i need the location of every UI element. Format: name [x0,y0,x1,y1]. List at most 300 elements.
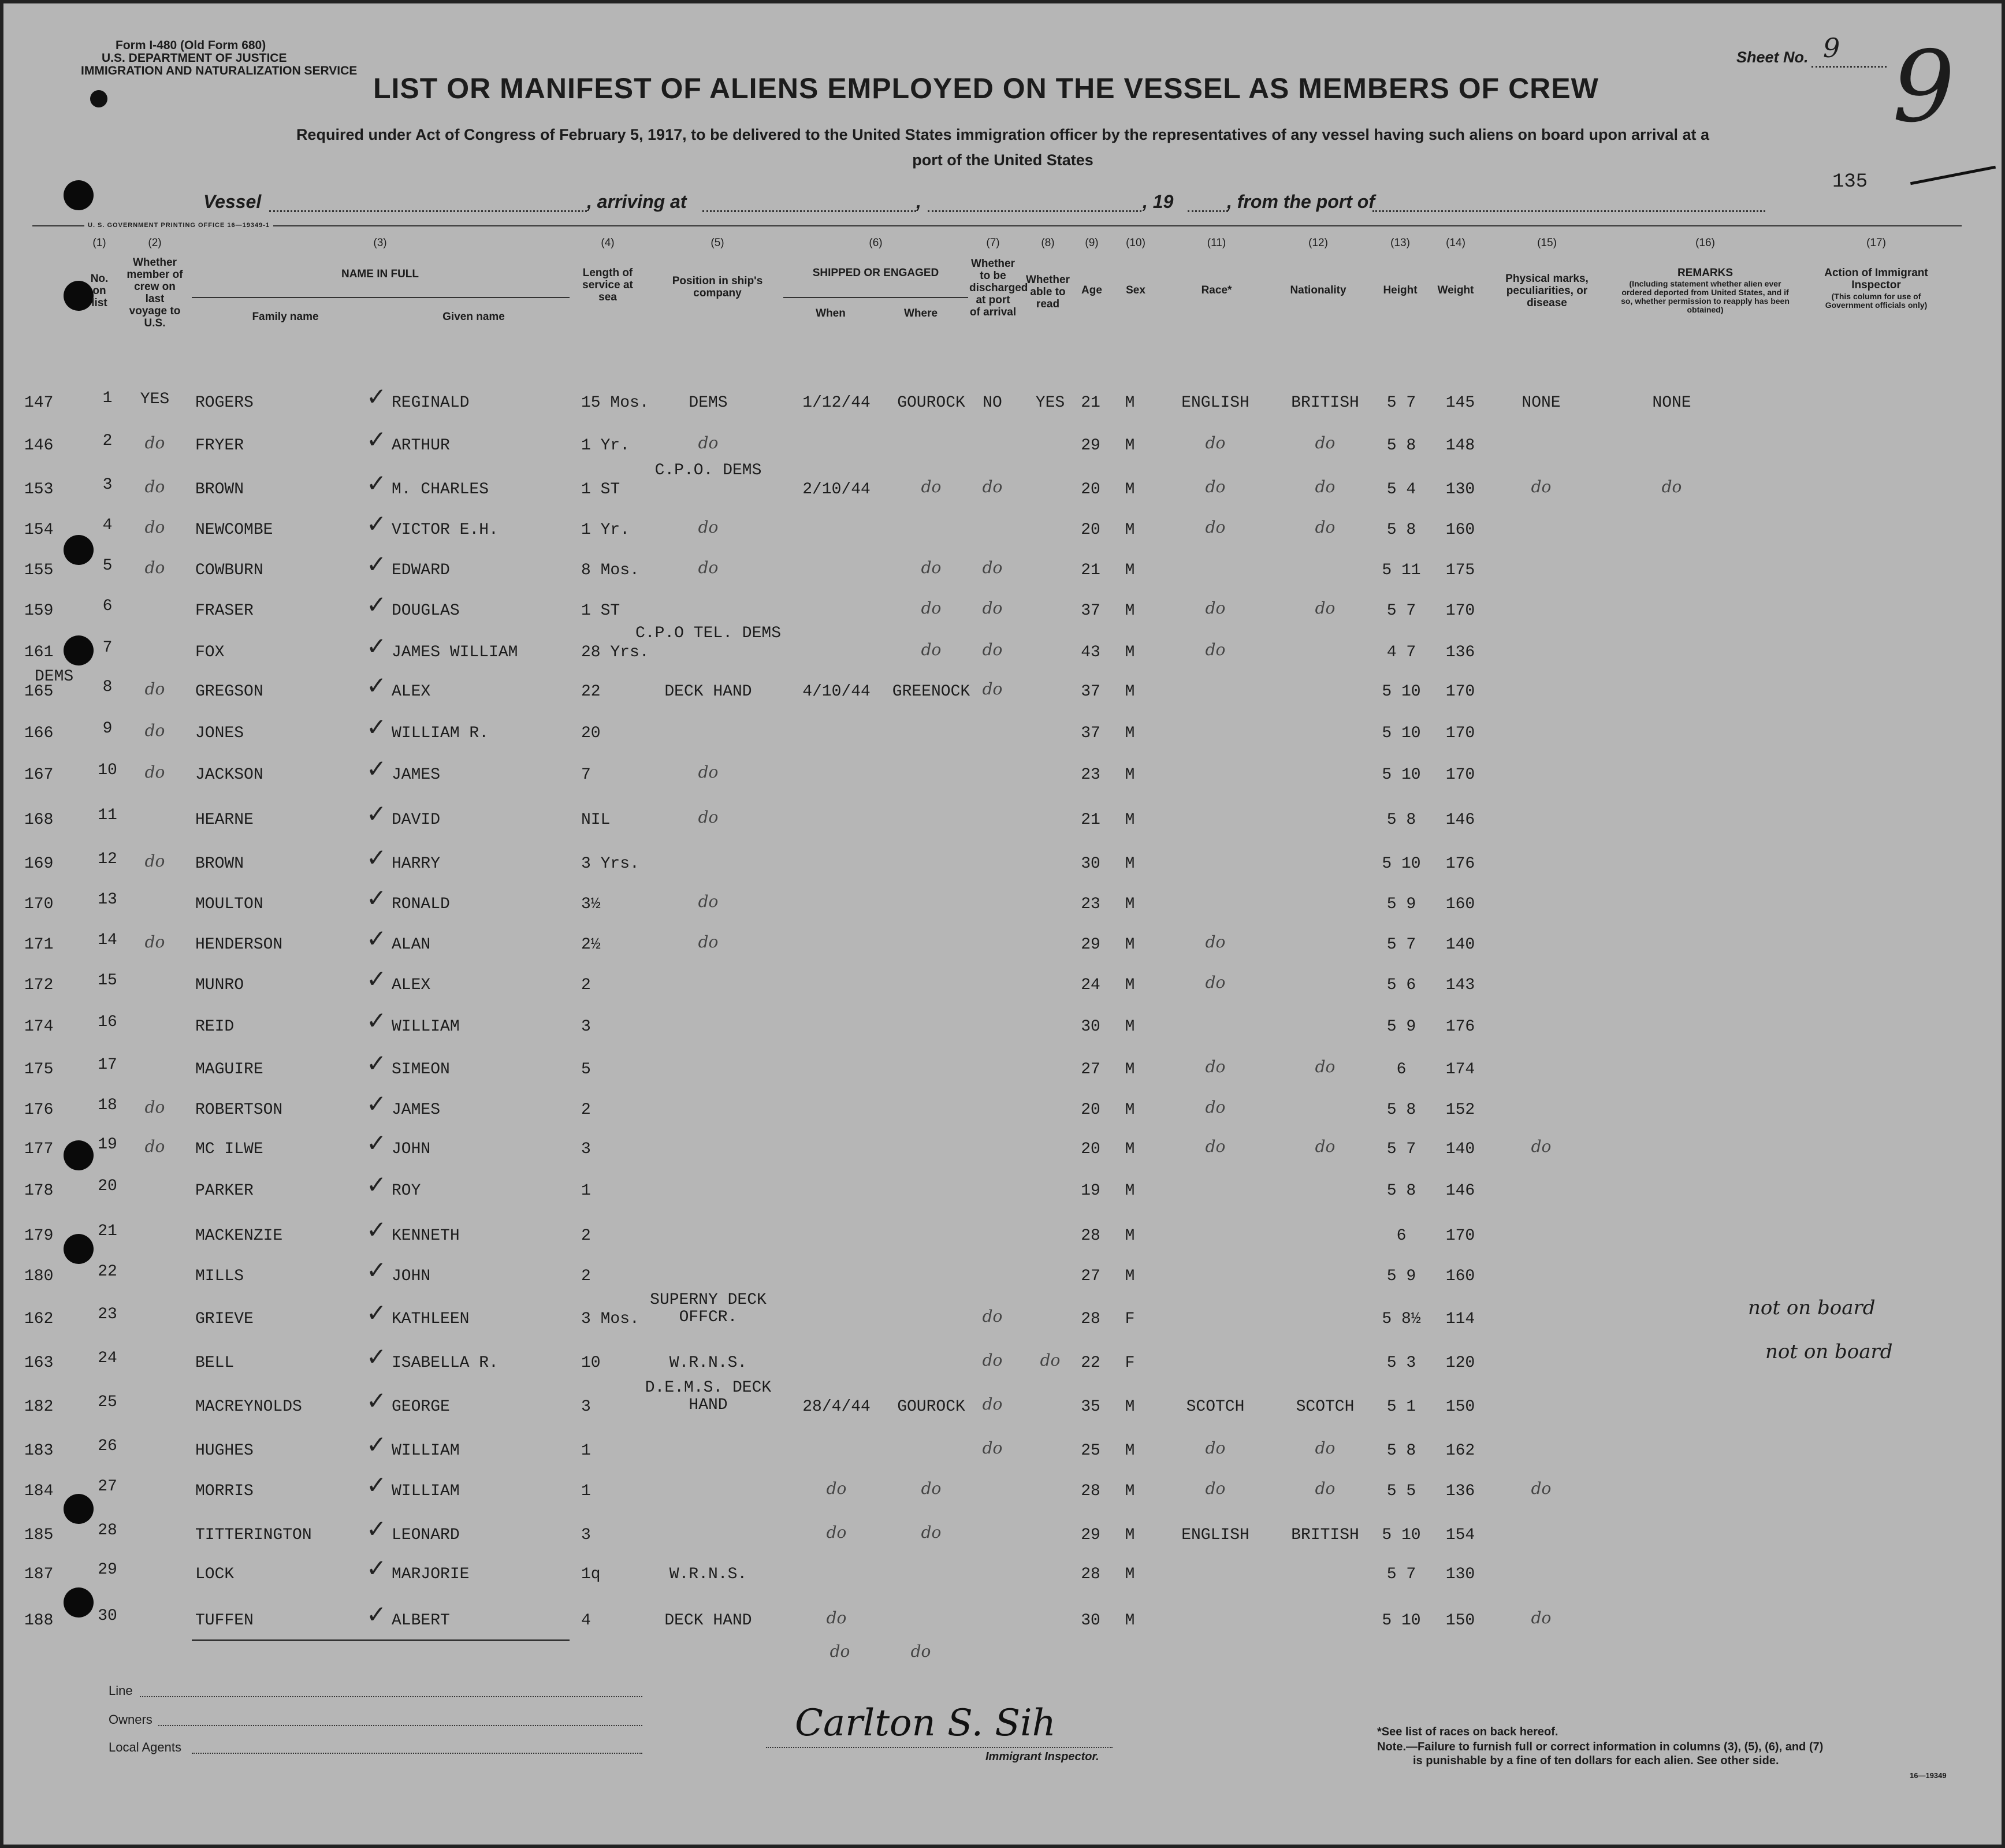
family-name-cell: ROBERTSON [195,1101,283,1119]
col-header-name: NAME IN FULL [341,268,419,280]
where-cell: do [921,1479,942,1498]
disch-cell: do [982,598,1003,618]
height-cell: 5 9 [1386,1018,1416,1036]
handwritten-sheet-number: 9 [1892,30,1955,144]
from-port-label: , from the port of [1227,191,1375,212]
sex-cell: M [1125,855,1135,873]
family-name-cell: ROGERS [195,394,254,412]
sex-cell: M [1125,1227,1135,1245]
height-cell: 6 [1396,1061,1407,1079]
row-list-number: 23 [98,1306,117,1323]
race-cell: SCOTCH [1186,1398,1245,1416]
row-list-number: 20 [98,1177,117,1195]
year-line [1188,210,1228,212]
age-cell: 20 [1081,1101,1100,1119]
check-mark: ✓ [366,1299,387,1327]
given-name-cell: WILLIAM R. [392,724,489,742]
weight-cell: 170 [1445,724,1475,742]
given-name-cell: VICTOR E.H. [392,521,499,539]
column-number: (2) [148,237,162,249]
punch-hole [64,180,94,210]
disch-cell: do [982,1395,1003,1414]
sex-cell: M [1125,1442,1135,1460]
col-header-race: Race* [1201,284,1232,296]
height-cell: 5 11 [1382,562,1421,579]
col-header-when: When [816,307,846,319]
check-mark: ✓ [366,632,387,660]
row-list-number: 11 [98,806,117,824]
disch-cell: do [982,679,1003,698]
weight-cell: 154 [1445,1526,1475,1544]
sex-cell: M [1125,481,1135,499]
race-cell: do [1205,477,1226,496]
row-ref-number: 167 [24,766,54,784]
column-number: (11) [1207,237,1226,249]
check-mark: ✓ [366,843,387,872]
sex-cell: M [1125,562,1135,579]
service-cell: 3 Mos. [581,1310,639,1328]
weight-cell: 152 [1445,1101,1475,1119]
col-header-read: Whether able to read [1026,274,1070,310]
check-mark: ✓ [366,1215,387,1244]
check-mark: ✓ [366,550,387,578]
check-mark: ✓ [366,1129,387,1157]
height-cell: 5 8 [1386,521,1416,539]
service-cell: 3 [581,1398,591,1416]
races-note: *See list of races on back hereof. [1377,1726,1558,1738]
row-ref-number: 188 [24,1612,54,1630]
nat-cell: BRITISH [1291,1526,1359,1544]
when-cell: do [826,1523,847,1542]
manifest-subtitle: Required under Act of Congress of February 5, 1917, to be delivered to the United States immigration officer by the representatives of any vessel having such aliens on board upon arrival at a port of the United States [296,126,1710,169]
nat-cell: do [1315,433,1336,452]
weight-cell: 130 [1445,481,1475,499]
ditto-mark: do [829,1642,850,1661]
row-list-number: 21 [98,1222,117,1240]
col-header-given: Given name [442,311,505,323]
punch-hole [64,635,94,665]
family-name-cell: MACREYNOLDS [195,1398,302,1416]
weight-cell: 140 [1445,1140,1475,1158]
height-cell: 5 10 [1382,855,1421,873]
race-cell: do [1205,1137,1226,1156]
service-cell: 1 [581,1182,591,1200]
line-label: Line [109,1683,133,1698]
where-cell: GOUROCK [897,394,965,412]
check-mark: ✓ [366,1600,387,1628]
row-ref-number: 154 [24,521,54,539]
row-list-number: 10 [98,761,117,779]
service-cell: 2 [581,1267,591,1285]
weight-cell: 145 [1445,394,1475,412]
sheet-number-line [1811,66,1887,68]
where-cell: do [921,598,942,618]
age-cell: 43 [1081,644,1100,661]
position-cell: D.E.M.S. DECK HAND [645,1379,772,1414]
given-name-cell: ARTHUR [392,437,450,455]
last-voyage-cell: do [144,1098,165,1117]
disch-cell: do [982,1307,1003,1326]
given-name-cell: JOHN [392,1267,431,1285]
age-cell: 27 [1081,1267,1100,1285]
col-header-age: Age [1081,284,1102,296]
age-cell: 20 [1081,1140,1100,1158]
given-name-cell: WILLIAM [392,1018,460,1036]
race-cell: do [1205,433,1226,452]
family-name-cell: HEARNE [195,811,254,829]
service-cell: 15 Mos. [581,394,649,412]
service-cell: 10 [581,1354,601,1372]
nat-cell: BRITISH [1291,394,1359,412]
col-header-nationality: Nationality [1290,284,1346,296]
tack-mark [90,90,107,107]
age-cell: 37 [1081,683,1100,701]
service-cell: 2 [581,1101,591,1119]
row-list-number: 8 [102,678,113,696]
given-name-cell: DOUGLAS [392,602,460,620]
column-number: (1) [92,237,106,249]
col-header-service: Length of service at sea [582,267,633,303]
given-name-cell: ALEX [392,976,431,994]
date-line [928,210,1141,212]
row-ref-number: 159 [24,602,54,620]
race-cell: do [1205,518,1226,537]
service-cell: 4 [581,1612,591,1630]
sex-cell: M [1125,394,1135,412]
service-cell: 22 [581,683,601,701]
family-name-cell: BROWN [195,855,244,873]
col-header-weight: Weight [1437,284,1474,296]
check-mark: ✓ [366,1386,387,1415]
col-header-remarks: REMARKS [1677,267,1734,279]
last-voyage-cell: do [144,433,165,452]
race-cell: do [1205,1057,1226,1076]
arriving-label: , arriving at [587,191,687,212]
row-list-number: 6 [102,597,113,615]
check-mark: ✓ [366,469,387,497]
dems-margin-note: DEMS [35,668,74,686]
row-list-number: 14 [98,931,117,949]
given-name-cell: LEONARD [392,1526,460,1544]
check-mark: ✓ [366,754,387,783]
inspector-signature: Carlton S. Sih [795,1702,1056,1745]
race-cell: ENGLISH [1181,394,1249,412]
service-cell: 3 [581,1526,591,1544]
where-cell: do [921,640,942,659]
sex-cell: M [1125,1566,1135,1583]
height-cell: 5 10 [1382,1526,1421,1544]
year-label: , 19 [1143,191,1174,212]
weight-cell: 176 [1445,1018,1475,1036]
weight-cell: 170 [1445,602,1475,620]
where-cell: GREENOCK [892,683,970,701]
row-ref-number: 180 [24,1267,54,1285]
manifest-title: LIST OR MANIFEST OF ALIENS EMPLOYED ON THE VESSEL AS MEMBERS OF CREW [373,72,1599,105]
family-name-cell: NEWCOMBE [195,521,273,539]
last-voyage-cell: do [144,1137,165,1156]
row-ref-number: 179 [24,1227,54,1245]
weight-cell: 120 [1445,1354,1475,1372]
height-cell: 5 5 [1386,1482,1416,1500]
position-cell: do [698,808,719,827]
nat-cell: do [1315,1137,1336,1156]
sex-cell: M [1125,766,1135,784]
family-name-cell: JACKSON [195,766,263,784]
row-ref-number: 175 [24,1061,54,1079]
name-rule [192,297,570,298]
column-number: (8) [1041,237,1055,249]
marks-cell: do [1531,1608,1552,1627]
row-ref-number: 174 [24,1018,54,1036]
family-name-cell: BROWN [195,481,244,499]
family-name-cell: FRYER [195,437,244,455]
line-field [140,1696,642,1697]
height-cell: 4 7 [1386,644,1416,661]
position-cell: do [698,932,719,951]
vessel-label: Vessel [203,191,262,212]
local-agents-field [192,1753,642,1754]
row-ref-number: 178 [24,1182,54,1200]
check-mark: ✓ [366,510,387,538]
sex-cell: M [1125,936,1135,954]
given-name-cell: GEORGE [392,1398,450,1416]
height-cell: 5 8 [1386,1101,1416,1119]
height-cell: 6 [1396,1227,1407,1245]
form-identifier: Form I-480 (Old Form 680) U.S. DEPARTMENT OF JUSTICE IMMIGRATION AND NATURALIZATION SERVICE [81,39,358,77]
given-name-cell: MARJORIE [392,1566,470,1583]
check-mark: ✓ [366,671,387,700]
column-number: (12) [1308,237,1328,249]
service-cell: 1q [581,1566,601,1583]
disch-cell: do [982,558,1003,577]
from-port-line [1372,210,1765,212]
height-cell: 5 9 [1386,1267,1416,1285]
stamp-number: 135 [1832,171,1868,193]
fine-note-2: is punishable by a fine of ten dollars for each alien. See other side. [1413,1754,1779,1767]
age-cell: 28 [1081,1566,1100,1583]
check-mark: ✓ [366,965,387,993]
row-ref-number: 171 [24,936,54,954]
family-name-cell: JONES [195,724,244,742]
family-name-cell: GRIEVE [195,1310,254,1328]
weight-cell: 143 [1445,976,1475,994]
row-list-number: 25 [98,1393,117,1411]
row-list-number: 22 [98,1263,117,1281]
race-cell: ENGLISH [1181,1526,1249,1544]
weight-cell: 162 [1445,1442,1475,1460]
last-voyage-cell: do [144,932,165,951]
age-cell: 28 [1081,1482,1100,1500]
row-ref-number: 169 [24,855,54,873]
age-cell: 20 [1081,521,1100,539]
weight-cell: 150 [1445,1612,1475,1630]
row-list-number: 2 [102,432,113,450]
marks-cell: do [1531,477,1552,496]
col-header-discharged: Whether to be discharged at port of arrival [969,258,1028,318]
family-name-cell: MAGUIRE [195,1061,263,1079]
column-number: (5) [711,237,724,249]
height-cell: 5 8½ [1382,1310,1421,1328]
sheet-number-label: Sheet No. [1736,49,1809,66]
family-name-cell: HENDERSON [195,936,283,954]
family-name-cell: MILLS [195,1267,244,1285]
check-mark: ✓ [366,590,387,619]
age-cell: 30 [1081,855,1100,873]
check-mark: ✓ [366,1471,387,1499]
age-cell: 20 [1081,481,1100,499]
height-cell: 5 4 [1386,481,1416,499]
row-list-number: 13 [98,891,117,909]
weight-cell: 175 [1445,562,1475,579]
family-name-cell: FRASER [195,602,254,620]
row-ref-number: 185 [24,1526,54,1544]
sex-cell: M [1125,1267,1135,1285]
row-ref-number: 155 [24,562,54,579]
row-list-number: 27 [98,1478,117,1496]
weight-cell: 160 [1445,1267,1475,1285]
nat-cell: do [1315,1438,1336,1457]
column-number: (14) [1446,237,1465,249]
position-cell: DECK HAND [664,1612,752,1630]
row-ref-number: 172 [24,976,54,994]
position-cell: W.R.N.S. [669,1566,747,1583]
age-cell: 21 [1081,811,1100,829]
age-cell: 24 [1081,976,1100,994]
check-mark: ✓ [366,1170,387,1199]
check-mark: ✓ [366,1554,387,1582]
family-name-cell: REID [195,1018,235,1036]
weight-cell: 160 [1445,895,1475,913]
column-number: (10) [1126,237,1145,249]
row-ref-number: 182 [24,1398,54,1416]
given-name-cell: JOHN [392,1140,431,1158]
disch-cell: do [982,1351,1003,1370]
height-cell: 5 10 [1382,1612,1421,1630]
given-name-cell: DAVID [392,811,441,829]
nat-cell: do [1315,1057,1336,1076]
row-list-number: 18 [98,1096,117,1114]
height-cell: 5 7 [1386,1140,1416,1158]
age-cell: 29 [1081,936,1100,954]
row-list-number: 30 [98,1607,117,1625]
height-cell: 5 9 [1386,895,1416,913]
row-ref-number: 166 [24,724,54,742]
shipped-rule [783,297,968,298]
height-cell: 5 7 [1386,602,1416,620]
race-cell: do [1205,1479,1226,1498]
column-number: (6) [869,237,883,249]
age-cell: 35 [1081,1398,1100,1416]
when-cell: do [826,1608,847,1627]
weight-cell: 146 [1445,811,1475,829]
sex-cell: F [1125,1354,1135,1372]
race-cell: do [1205,1438,1226,1457]
last-voyage-cell: do [144,558,165,577]
where-cell: do [921,477,942,496]
table-bottom-rule [192,1639,570,1641]
row-ref-number: 165 [24,683,54,701]
given-name-cell: KATHLEEN [392,1310,470,1328]
position-cell: do [698,558,719,577]
col-header-action-sub: (This column for use of Government officials only) [1825,292,1928,310]
col-header-marks: Physical marks, peculiarities, or disease [1505,273,1589,309]
nat-cell: do [1315,477,1336,496]
sex-cell: M [1125,895,1135,913]
vessel-line [269,210,587,212]
pen-stroke [1910,166,1996,185]
sex-cell: M [1125,1526,1135,1544]
row-list-number: 3 [102,476,113,494]
family-name-cell: MORRIS [195,1482,254,1500]
age-cell: 23 [1081,895,1100,913]
family-name-cell: BELL [195,1354,235,1372]
family-name-cell: MC ILWE [195,1140,263,1158]
punch-hole [64,1140,94,1170]
column-number: (13) [1390,237,1410,249]
service-cell: 8 Mos. [581,562,639,579]
service-cell: 1 Yr. [581,521,630,539]
row-list-number: 12 [98,850,117,868]
weight-cell: 146 [1445,1182,1475,1200]
service-cell: 3 [581,1018,591,1036]
row-ref-number: 176 [24,1101,54,1119]
service-cell: 1 ST [581,602,620,620]
given-name-cell: WILLIAM [392,1482,460,1500]
age-cell: 21 [1081,562,1100,579]
where-cell: do [921,558,942,577]
sex-cell: M [1125,1018,1135,1036]
sex-cell: M [1125,1182,1135,1200]
sex-cell: M [1125,1482,1135,1500]
last-voyage-cell: do [144,852,165,871]
row-list-number: 5 [102,557,113,575]
age-cell: 28 [1081,1227,1100,1245]
race-cell: do [1205,598,1226,618]
disch-cell: do [982,1438,1003,1457]
check-mark: ✓ [366,382,387,411]
weight-cell: 170 [1445,683,1475,701]
height-cell: 5 7 [1386,394,1416,412]
family-name-cell: PARKER [195,1182,254,1200]
height-cell: 5 7 [1386,936,1416,954]
sex-cell: M [1125,1101,1135,1119]
col-header-position: Position in ship's company [672,275,763,299]
family-name-cell: FOX [195,644,225,661]
last-voyage-cell: do [144,721,165,740]
remarks-cell: do [1661,477,1682,496]
marks-cell: do [1531,1479,1552,1498]
sex-cell: M [1125,1612,1135,1630]
row-list-number: 26 [98,1437,117,1455]
check-mark: ✓ [366,1343,387,1371]
position-cell: SUPERNY DECK OFFCR. [650,1291,767,1326]
row-ref-number: 184 [24,1482,54,1500]
sex-cell: M [1125,724,1135,742]
nat-cell: do [1315,1479,1336,1498]
given-name-cell: JAMES WILLIAM [392,644,518,661]
when-cell: 2/10/44 [802,481,871,499]
sex-cell: M [1125,1398,1135,1416]
row-ref-number: 161 [24,644,54,661]
row-list-number: 15 [98,972,117,990]
check-mark: ✓ [366,1256,387,1284]
age-cell: 37 [1081,602,1100,620]
when-cell: 1/12/44 [802,394,871,412]
weight-cell: 160 [1445,521,1475,539]
read-cell: YES [1035,394,1065,412]
given-name-cell: EDWARD [392,562,450,579]
where-cell: do [921,1523,942,1542]
